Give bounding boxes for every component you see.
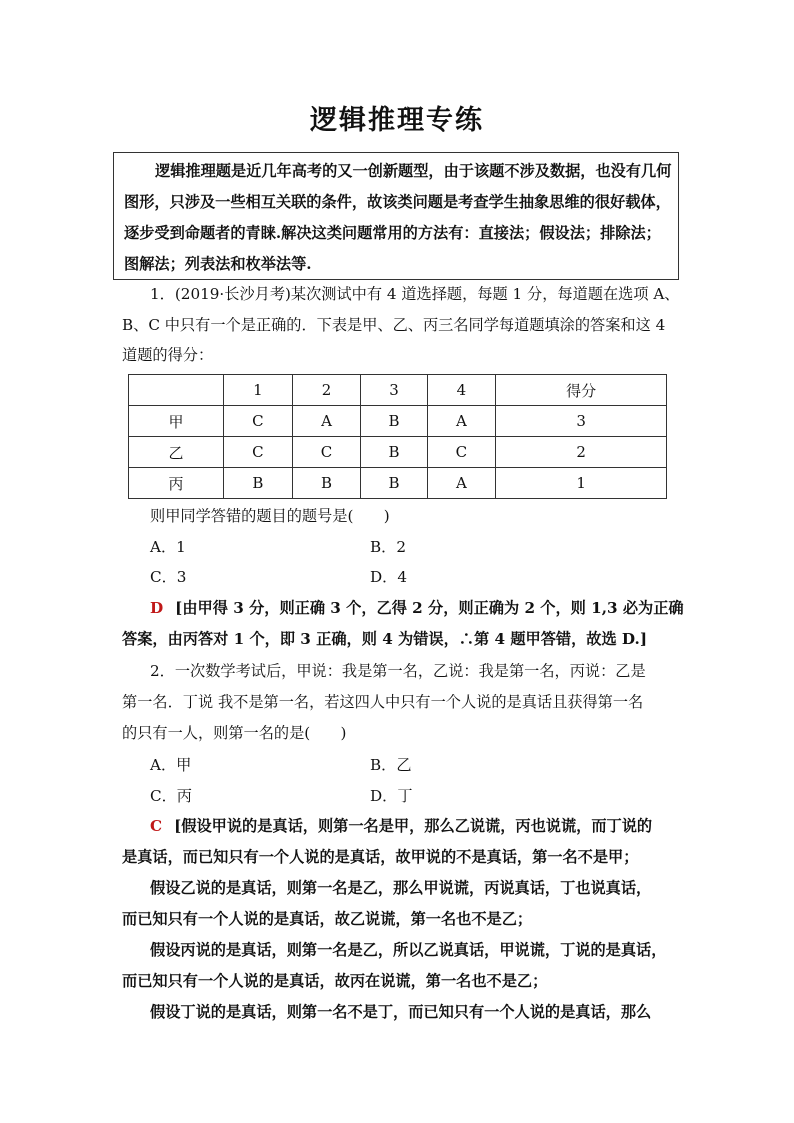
table-cell: B xyxy=(224,468,293,499)
q2-explanation-line-1 xyxy=(150,816,710,836)
table-header-cell: 得分 xyxy=(496,375,667,406)
q2-text-line-1: 2．一次数学考试后，甲说：我是第一名，乙说：我是第一名，丙说：乙是 xyxy=(150,662,646,680)
q2-option-d: D．丁 xyxy=(370,787,413,805)
table-cell: B xyxy=(292,468,361,499)
q1-explanation-text: [由甲得 3 分，则正确 3 个，乙得 2 分，则正确为 2 个，则 1,3 必为正确 xyxy=(175,599,684,617)
table-cell: 甲 xyxy=(129,406,224,437)
q2-explanation-text: [假设甲说的是真话，则第一名是甲，那么乙说谎，丙也说谎，而丁说的 xyxy=(174,817,653,835)
q1-option-c: C．3 xyxy=(150,568,187,586)
q2-option-c: C．丙 xyxy=(150,787,192,805)
intro-box: 逻辑推理题是近几年高考的又一创新题型，由于该题不涉及数据，也没有几何图形，只涉及一些相互关联的条件，故该类问题是考查学生抽象思维的很好载体，逐步受到命题者的青睐.解决这类问题常用的方法有：直接法；假设法；排除法；图解法；列表法和枚举法等. xyxy=(113,152,679,280)
table-cell: 乙 xyxy=(129,437,224,468)
table-header-cell: 3 xyxy=(361,375,427,406)
q1-option-b: B．2 xyxy=(370,538,407,556)
q1-text-line-3: 道题的得分： xyxy=(122,346,214,364)
table-header-cell: 1 xyxy=(224,375,293,406)
q1-stem: 则甲同学答错的题目的题号是( ) xyxy=(150,507,390,525)
q2-answer-letter: C xyxy=(150,817,163,835)
q2-explanation-line-5: 假设丙说的是真话，则第一名是乙，所以乙说真话，甲说谎，丁说的是真话， xyxy=(150,941,667,959)
table-cell: 2 xyxy=(496,437,667,468)
page-title: 逻辑推理专练 xyxy=(310,105,484,136)
table-cell: A xyxy=(427,406,496,437)
table-header-row xyxy=(129,375,667,406)
q1-option-a: A．1 xyxy=(150,538,186,556)
table-cell: 3 xyxy=(496,406,667,437)
table-header-cell xyxy=(129,375,224,406)
table-cell: C xyxy=(224,406,293,437)
table-row xyxy=(129,468,667,499)
q2-explanation-line-7: 假设丁说的是真话，则第一名不是丁，而已知只有一个人说的是真话，那么 xyxy=(150,1003,652,1021)
table-cell: 丙 xyxy=(129,468,224,499)
q2-explanation-line-2: 是真话，而已知只有一个人说的是真话，故甲说的不是真话，第一名不是甲； xyxy=(122,848,639,866)
table-cell: B xyxy=(361,437,427,468)
table-header-cell: 4 xyxy=(427,375,496,406)
q2-option-b: B．乙 xyxy=(370,756,412,774)
table-cell: B xyxy=(361,406,427,437)
answer-table xyxy=(128,374,667,499)
table-cell: 1 xyxy=(496,468,667,499)
q1-answer-letter: D xyxy=(150,599,164,617)
table-row xyxy=(129,437,667,468)
table-cell: A xyxy=(292,406,361,437)
q2-explanation-line-3: 假设乙说的是真话，则第一名是乙，那么甲说谎，丙说真话，丁也说真话， xyxy=(150,879,652,897)
q2-explanation-line-4: 而已知只有一个人说的是真话，故乙说谎，第一名也不是乙； xyxy=(122,910,533,928)
q2-option-a: A．甲 xyxy=(150,756,192,774)
q1-explanation-line-1 xyxy=(150,598,710,618)
q1-text-line-1: 1．(2019·长沙月考)某次测试中有 4 道选择题，每题 1 分，每道题在选项 A、 xyxy=(150,285,680,303)
q2-text-line-2: 第一名．丁说 我不是第一名，若这四人中只有一个人说的是真话且获得第一名 xyxy=(122,693,644,711)
table-row xyxy=(129,406,667,437)
q1-text-line-2: B、C 中只有一个是正确的．下表是甲、乙、丙三名同学每道题填涂的答案和这 4 xyxy=(122,316,666,334)
q2-explanation-line-6: 而已知只有一个人说的是真话，故丙在说谎，第一名也不是乙； xyxy=(122,972,548,990)
table-header-cell: 2 xyxy=(292,375,361,406)
table-cell: C xyxy=(427,437,496,468)
q2-text-line-3: 的只有一人，则第一名的是( ) xyxy=(122,724,347,742)
table-cell: A xyxy=(427,468,496,499)
q1-option-d: D．4 xyxy=(370,568,408,586)
table-cell: C xyxy=(224,437,293,468)
table-cell: B xyxy=(361,468,427,499)
q1-explanation-line-2: 答案，由丙答对 1 个，即 3 正确，则 4 为错误，∴第 4 题甲答错，故选 D.] xyxy=(122,630,648,648)
table-cell: C xyxy=(292,437,361,468)
